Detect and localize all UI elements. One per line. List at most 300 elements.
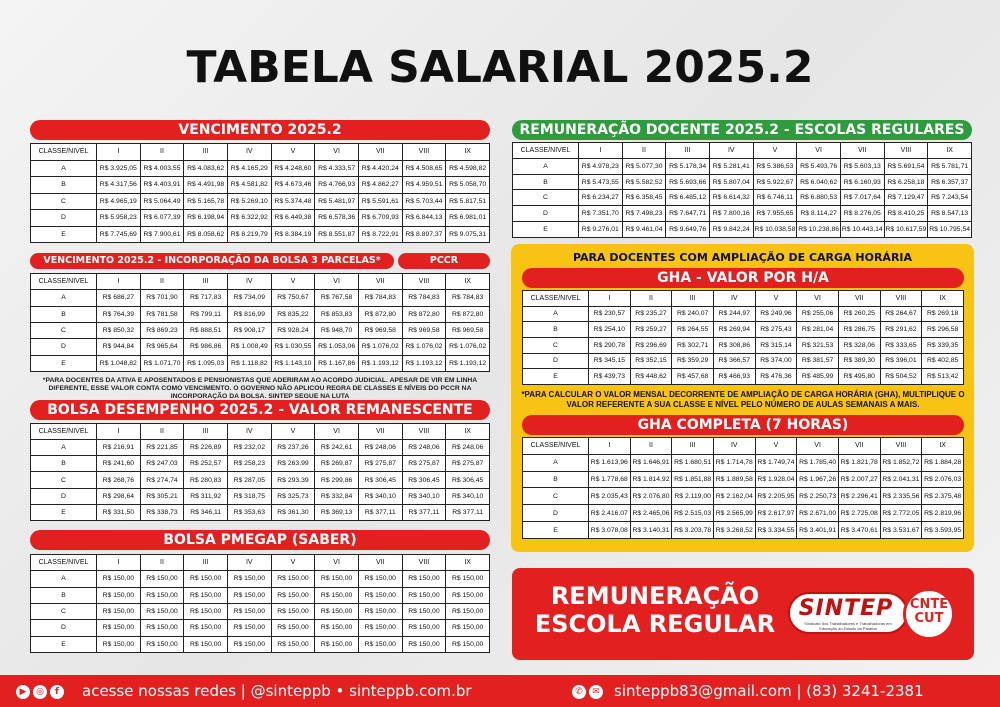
table-header-row <box>31 274 490 290</box>
table-cell: R$ 495,80 <box>838 369 880 385</box>
row-classe: D <box>31 488 97 504</box>
table-cell: R$ 150,00 <box>227 603 271 619</box>
row-classe: B <box>523 471 589 488</box>
table-row <box>31 177 490 194</box>
table-row <box>513 158 972 174</box>
table-cell: R$ 3.593,95 <box>922 522 964 539</box>
table-cell: R$ 2.617,97 <box>755 505 797 522</box>
table-cell: R$ 969,58 <box>446 322 490 338</box>
table-cell: R$ 150,00 <box>140 587 184 603</box>
table-cell: R$ 150,00 <box>402 620 446 636</box>
table-cell: R$ 150,00 <box>358 620 402 636</box>
table-cell: R$ 377,11 <box>358 504 402 520</box>
table-cell: R$ 216,91 <box>97 440 141 456</box>
table-cell: R$ 244,97 <box>713 306 755 322</box>
table-cell: R$ 3.334,55 <box>755 522 797 539</box>
header-nivel: II <box>630 291 672 307</box>
header-nivel: II <box>622 143 666 159</box>
facebook-icon[interactable]: f <box>50 685 64 699</box>
table-cell: R$ 308,86 <box>713 337 755 353</box>
table-row <box>523 488 964 505</box>
table-cell: R$ 275,87 <box>358 456 402 472</box>
table-cell: R$ 2.205,95 <box>755 488 797 505</box>
table-cell: R$ 781,58 <box>140 306 184 322</box>
table-cell: R$ 2.375,48 <box>922 488 964 505</box>
table-cell: R$ 269,94 <box>713 322 755 338</box>
table-cell: R$ 869,23 <box>140 322 184 338</box>
table-cell: R$ 8.219,79 <box>227 226 271 243</box>
table-cell: R$ 150,00 <box>358 603 402 619</box>
row-classe: A <box>31 290 97 306</box>
table-cell: R$ 9.461,04 <box>622 222 666 238</box>
table-cell: R$ 315,14 <box>755 337 797 353</box>
youtube-icon[interactable]: ▶ <box>16 685 30 699</box>
header-classe-nivel: CLASSE/NIVEL <box>523 291 589 307</box>
table-cell: R$ 7.498,23 <box>622 206 666 222</box>
table-cell: R$ 1.884,28 <box>922 454 964 471</box>
table-cell: R$ 1.778,68 <box>589 471 631 488</box>
table-cell: R$ 248,06 <box>446 440 490 456</box>
table-cell: R$ 150,00 <box>271 571 315 587</box>
table-cell: R$ 717,83 <box>184 290 228 306</box>
row-classe: E <box>31 355 97 371</box>
header-nivel: VIII <box>402 274 446 290</box>
table-header-row <box>31 555 490 571</box>
table-cell: R$ 1.193,12 <box>446 355 490 371</box>
row-classe: C <box>31 472 97 488</box>
header-nivel: V <box>755 438 797 455</box>
table-cell: R$ 9.276,01 <box>579 222 623 238</box>
table-cell: R$ 5.481,97 <box>315 193 359 210</box>
table-row <box>31 193 490 210</box>
table-cell: R$ 948,70 <box>315 322 359 338</box>
incorporacao-note: *PARA DOCENTES DA ATIVA E APOSENTADOS E PENSIONISTAS QUE ADERIRAM AO ACORDO JUDICIAL. APESAR DE VIR EM LINHA DIFERENTE, ESSE VALOR CONTA COMO VENCIMENTO. O GOVERNO NÃO APLICOU REGRA DE CLASSES E NÍVEIS DO PCCR NA INCORPORAÇÃO DA BOLSA. SINTEP SEGUE NA LUTA <box>42 377 478 400</box>
row-classe: D <box>31 339 97 355</box>
table-cell: R$ 280,83 <box>184 472 228 488</box>
table-cell: R$ 764,39 <box>97 306 141 322</box>
table-cell: R$ 340,10 <box>402 488 446 504</box>
table-cell: R$ 345,15 <box>589 353 631 369</box>
vencimento-title: VENCIMENTO 2025.2 <box>30 120 490 140</box>
table-row <box>31 322 490 338</box>
header-nivel: VI <box>315 555 359 571</box>
table-cell: R$ 6.709,93 <box>358 210 402 227</box>
header-nivel: V <box>753 143 797 159</box>
table-cell: R$ 150,00 <box>271 603 315 619</box>
table-cell: R$ 5.374,48 <box>271 193 315 210</box>
table-cell: R$ 2.335,56 <box>880 488 922 505</box>
header-nivel: II <box>140 424 184 440</box>
header-nivel: VII <box>358 555 402 571</box>
header-nivel: IX <box>922 438 964 455</box>
table-cell: R$ 150,00 <box>315 620 359 636</box>
table-cell: R$ 7.900,61 <box>140 226 184 243</box>
header-nivel: VI <box>315 424 359 440</box>
header-classe-nivel: CLASSE/NIVEL <box>523 438 589 455</box>
table-cell: R$ 1.814,92 <box>630 471 672 488</box>
row-classe: D <box>523 505 589 522</box>
table-cell: R$ 150,00 <box>97 603 141 619</box>
footer <box>0 675 1000 707</box>
table-cell: R$ 290,78 <box>589 337 631 353</box>
table-row <box>523 522 964 539</box>
table-cell: R$ 7.351,70 <box>579 206 623 222</box>
table-cell: R$ 6.322,92 <box>227 210 271 227</box>
table-cell: R$ 7.129,47 <box>884 190 928 206</box>
table-row <box>31 504 490 520</box>
row-classe: C <box>513 190 579 206</box>
table-cell: R$ 5.958,23 <box>97 210 141 227</box>
table-cell: R$ 150,00 <box>140 636 184 652</box>
table-cell: R$ 150,00 <box>184 603 228 619</box>
table-cell: R$ 7.647,71 <box>666 206 710 222</box>
table-cell: R$ 853,83 <box>315 306 359 322</box>
header-nivel: II <box>140 555 184 571</box>
table-cell: R$ 1.053,06 <box>315 339 359 355</box>
table-cell: R$ 7.800,16 <box>709 206 753 222</box>
table-cell: R$ 965,64 <box>140 339 184 355</box>
pmegap-title: BOLSA PMEGAP (SABER) <box>30 530 490 550</box>
header-nivel: IV <box>713 291 755 307</box>
header-nivel: V <box>755 291 797 307</box>
pccr-badge: PCCR <box>398 253 490 269</box>
table-cell: R$ 248,06 <box>402 440 446 456</box>
header-nivel: VII <box>840 143 884 159</box>
table-cell: R$ 226,89 <box>184 440 228 456</box>
table-cell: R$ 275,87 <box>446 456 490 472</box>
table-cell: R$ 299,86 <box>315 472 359 488</box>
table-row <box>31 339 490 355</box>
table-cell: R$ 258,23 <box>227 456 271 472</box>
table-cell: R$ 150,00 <box>140 620 184 636</box>
table-row <box>523 454 964 471</box>
table-cell: R$ 264,67 <box>880 306 922 322</box>
remuneracao-title: REMUNERAÇÃO DOCENTE 2025.2 - ESCOLAS REGULARES <box>512 120 972 140</box>
table-cell: R$ 346,11 <box>184 504 228 520</box>
table-cell: R$ 305,21 <box>140 488 184 504</box>
table-cell: R$ 686,27 <box>97 290 141 306</box>
table-cell: R$ 352,15 <box>630 353 672 369</box>
table-cell: R$ 6.198,94 <box>184 210 228 227</box>
table-row <box>31 587 490 603</box>
header-nivel: I <box>579 143 623 159</box>
header-nivel: I <box>97 144 141 161</box>
table-cell: R$ 1.967,26 <box>797 471 839 488</box>
row-classe: A <box>513 158 579 174</box>
row-classe: B <box>31 306 97 322</box>
table-cell: R$ 3.203,78 <box>672 522 714 539</box>
table-row <box>31 226 490 243</box>
table-cell: R$ 150,00 <box>271 587 315 603</box>
table-cell: R$ 150,00 <box>271 620 315 636</box>
header-nivel: VI <box>315 144 359 161</box>
footer-contact-text[interactable]: sinteppb83@gmail.com | (83) 3241-2381 <box>614 682 924 700</box>
row-classe: B <box>31 456 97 472</box>
table-cell: R$ 230,57 <box>589 306 631 322</box>
header-nivel: V <box>271 555 315 571</box>
table-cell: R$ 8.114,27 <box>797 206 841 222</box>
table-row <box>523 337 964 353</box>
incorporacao-table <box>30 273 490 372</box>
table-cell: R$ 306,45 <box>358 472 402 488</box>
table-cell: R$ 5.165,78 <box>184 193 228 210</box>
table-cell: R$ 767,58 <box>315 290 359 306</box>
table-cell: R$ 150,00 <box>184 587 228 603</box>
table-cell: R$ 4.959,51 <box>402 177 446 194</box>
table-cell: R$ 366,57 <box>713 353 755 369</box>
table-cell: R$ 242,61 <box>315 440 359 456</box>
table-cell: R$ 2.041,31 <box>880 471 922 488</box>
table-cell: R$ 1.785,40 <box>797 454 839 471</box>
table-cell: R$ 381,57 <box>797 353 839 369</box>
cut-label: CUT <box>914 611 944 626</box>
table-cell: R$ 339,35 <box>922 337 964 353</box>
row-classe: E <box>523 522 589 539</box>
header-nivel: VII <box>358 424 402 440</box>
table-cell: R$ 1.821,78 <box>838 454 880 471</box>
table-cell: R$ 5.807,04 <box>709 174 753 190</box>
table-cell: R$ 150,00 <box>184 620 228 636</box>
table-cell: R$ 10.443,14 <box>840 222 884 238</box>
table-cell: R$ 3.140,31 <box>630 522 672 539</box>
table-cell: R$ 1.048,82 <box>97 355 141 371</box>
table-cell: R$ 150,00 <box>227 571 271 587</box>
table-row <box>523 353 964 369</box>
table-cell: R$ 4.333,57 <box>315 160 359 177</box>
table-cell: R$ 2.725,08 <box>838 505 880 522</box>
gha-title: GHA - VALOR POR H/A <box>522 268 964 288</box>
table-cell: R$ 252,57 <box>184 456 228 472</box>
table-cell: R$ 1.076,02 <box>402 339 446 355</box>
table-cell: R$ 9.842,24 <box>709 222 753 238</box>
table-cell: R$ 306,45 <box>446 472 490 488</box>
bolsa-desempenho-title: BOLSA DESEMPENHO 2025.2 - VALOR REMANESCENTE <box>30 400 490 420</box>
table-cell: R$ 3.925,05 <box>97 160 141 177</box>
header-nivel: IX <box>928 143 972 159</box>
header-nivel: I <box>589 438 631 455</box>
table-cell: R$ 150,00 <box>358 587 402 603</box>
header-nivel: III <box>184 144 228 161</box>
page-title: TABELA SALARIAL 2025.2 <box>186 42 814 93</box>
table-row <box>523 369 964 385</box>
table-cell: R$ 986,86 <box>184 339 228 355</box>
table-cell: R$ 5.781,71 <box>928 158 972 174</box>
banner-line2: ESCOLA REGULAR <box>534 610 776 638</box>
table-row <box>523 322 964 338</box>
gha-note: *PARA CALCULAR O VALOR MENSAL DECORRENTE DE AMPLIAÇÃO DE CARGA HORÁRIA (GHA), MULTIPLIQUE O VALOR REFERENTE A SUA CLASSE E NÍVEL PELO NÚMERO DE AULAS SEMANAIS A MAIS. <box>521 390 965 409</box>
table-cell: R$ 247,03 <box>140 456 184 472</box>
table-cell: R$ 3.470,61 <box>838 522 880 539</box>
row-classe: E <box>513 222 579 238</box>
pmegap-table <box>30 554 490 653</box>
table-cell: R$ 476,36 <box>755 369 797 385</box>
header-nivel: I <box>97 555 141 571</box>
header-nivel: III <box>672 438 714 455</box>
table-cell: R$ 4.491,98 <box>184 177 228 194</box>
table-cell: R$ 5.493,76 <box>797 158 841 174</box>
table-cell: R$ 150,00 <box>227 636 271 652</box>
table-cell: R$ 513,42 <box>922 369 964 385</box>
table-cell: R$ 150,00 <box>402 603 446 619</box>
table-cell: R$ 3.401,91 <box>797 522 839 539</box>
table-cell: R$ 232,02 <box>227 440 271 456</box>
table-cell: R$ 2.162,04 <box>713 488 755 505</box>
table-cell: R$ 1.852,72 <box>880 454 922 471</box>
table-cell: R$ 8.897,37 <box>402 226 446 243</box>
table-cell: R$ 2.819,96 <box>922 505 964 522</box>
table-cell: R$ 340,10 <box>446 488 490 504</box>
table-row <box>31 210 490 227</box>
table-cell: R$ 325,73 <box>271 488 315 504</box>
table-cell: R$ 150,00 <box>184 636 228 652</box>
header-classe-nivel: CLASSE/NIVEL <box>31 424 97 440</box>
table-cell: R$ 6.160,93 <box>840 174 884 190</box>
table-cell: R$ 5.473,55 <box>579 174 623 190</box>
table-cell: R$ 150,00 <box>227 620 271 636</box>
table-cell: R$ 359,29 <box>672 353 714 369</box>
table-row <box>31 488 490 504</box>
header-nivel: VIII <box>880 291 922 307</box>
table-cell: R$ 457,68 <box>672 369 714 385</box>
header-nivel: VII <box>358 274 402 290</box>
table-cell: R$ 318,75 <box>227 488 271 504</box>
header-nivel: VII <box>358 144 402 161</box>
table-cell: R$ 7.017,64 <box>840 190 884 206</box>
table-cell: R$ 4.978,23 <box>579 158 623 174</box>
instagram-icon[interactable]: ◎ <box>33 685 47 699</box>
header-nivel: VI <box>797 291 839 307</box>
table-cell: R$ 1.193,12 <box>358 355 402 371</box>
row-classe: E <box>523 369 589 385</box>
table-cell: R$ 6.746,11 <box>753 190 797 206</box>
table-row <box>513 222 972 238</box>
table-cell: R$ 402,85 <box>922 353 964 369</box>
table-cell: R$ 701,90 <box>140 290 184 306</box>
table-cell: R$ 2.565,99 <box>713 505 755 522</box>
table-cell: R$ 150,00 <box>446 603 490 619</box>
table-cell: R$ 4.165,29 <box>227 160 271 177</box>
row-classe: A <box>523 306 589 322</box>
table-cell: R$ 1.928,04 <box>755 471 797 488</box>
table-cell: R$ 2.119,00 <box>672 488 714 505</box>
header-nivel: VI <box>315 274 359 290</box>
table-cell: R$ 6.578,36 <box>315 210 359 227</box>
whatsapp-icon: ✆ <box>572 685 586 699</box>
footer-social-text[interactable]: acesse nossas redes | @sinteppb • sinteppb.com.br <box>82 682 472 700</box>
table-cell: R$ 7.745,69 <box>97 226 141 243</box>
table-cell: R$ 1.167,86 <box>315 355 359 371</box>
header-nivel: VII <box>838 438 880 455</box>
table-cell: R$ 10.238,86 <box>797 222 841 238</box>
table-cell: R$ 784,83 <box>358 290 402 306</box>
table-cell: R$ 248,06 <box>358 440 402 456</box>
header-nivel: IV <box>227 424 271 440</box>
table-cell: R$ 353,63 <box>227 504 271 520</box>
table-cell: R$ 6.077,39 <box>140 210 184 227</box>
row-classe: C <box>523 337 589 353</box>
table-cell: R$ 241,60 <box>97 456 141 472</box>
table-cell: R$ 6.981,01 <box>446 210 490 227</box>
table-cell: R$ 2.416,07 <box>589 505 631 522</box>
table-cell: R$ 4.508,65 <box>402 160 446 177</box>
table-cell: R$ 9.649,76 <box>666 222 710 238</box>
table-cell: R$ 340,10 <box>358 488 402 504</box>
table-cell: R$ 4.581,82 <box>227 177 271 194</box>
row-classe: D <box>513 206 579 222</box>
table-cell: R$ 3.268,52 <box>713 522 755 539</box>
header-nivel: VIII <box>402 555 446 571</box>
table-row <box>31 472 490 488</box>
table-cell: R$ 302,71 <box>672 337 714 353</box>
table-cell: R$ 269,87 <box>315 456 359 472</box>
table-row <box>523 505 964 522</box>
table-cell: R$ 150,00 <box>315 603 359 619</box>
row-classe: A <box>31 440 97 456</box>
table-cell: R$ 5.603,13 <box>840 158 884 174</box>
table-cell: R$ 5.064,49 <box>140 193 184 210</box>
header-nivel: III <box>184 555 228 571</box>
table-cell: R$ 150,00 <box>97 636 141 652</box>
ampliacao-title: PARA DOCENTES COM AMPLIAÇÃO DE CARGA HORÁRIA <box>572 251 913 264</box>
table-row <box>31 620 490 636</box>
table-cell: R$ 6.485,12 <box>666 190 710 206</box>
row-classe: D <box>31 210 97 227</box>
table-cell: R$ 291,62 <box>880 322 922 338</box>
table-row <box>513 174 972 190</box>
sintep-logo-text: SINTEP <box>798 596 894 621</box>
table-cell: R$ 306,45 <box>402 472 446 488</box>
table-cell: R$ 2.465,06 <box>630 505 672 522</box>
table-cell: R$ 281,04 <box>797 322 839 338</box>
table-cell: R$ 872,80 <box>446 306 490 322</box>
row-classe: C <box>31 322 97 338</box>
table-cell: R$ 2.076,80 <box>630 488 672 505</box>
table-cell: R$ 287,05 <box>227 472 271 488</box>
table-cell: R$ 150,00 <box>358 636 402 652</box>
table-cell: R$ 872,80 <box>402 306 446 322</box>
table-cell: R$ 255,06 <box>797 306 839 322</box>
table-cell: R$ 872,80 <box>358 306 402 322</box>
table-cell: R$ 150,00 <box>402 587 446 603</box>
cnte-label: CNTE <box>909 597 949 612</box>
table-cell: R$ 4.673,46 <box>271 177 315 194</box>
table-cell: R$ 5.582,52 <box>622 174 666 190</box>
table-cell: R$ 4.766,93 <box>315 177 359 194</box>
table-cell: R$ 1.118,82 <box>227 355 271 371</box>
table-cell: R$ 150,00 <box>97 587 141 603</box>
table-cell: R$ 8.384,19 <box>271 226 315 243</box>
table-cell: R$ 6.844,13 <box>402 210 446 227</box>
header-nivel: III <box>184 424 228 440</box>
table-cell: R$ 2.007,27 <box>838 471 880 488</box>
header-nivel: IV <box>709 143 753 159</box>
contact-icons <box>572 675 606 707</box>
table-cell: R$ 8.058,62 <box>184 226 228 243</box>
header-nivel: VIII <box>402 144 446 161</box>
table-cell: R$ 6.358,45 <box>622 190 666 206</box>
banner-text <box>530 582 780 638</box>
table-cell: R$ 8.722,91 <box>358 226 402 243</box>
table-row <box>31 355 490 371</box>
table-cell: R$ 1.095,03 <box>184 355 228 371</box>
table-cell: R$ 150,00 <box>446 636 490 652</box>
header-nivel: IV <box>713 438 755 455</box>
table-cell: R$ 150,00 <box>402 636 446 652</box>
table-cell: R$ 150,00 <box>140 603 184 619</box>
table-cell: R$ 293,39 <box>271 472 315 488</box>
header-nivel: III <box>666 143 710 159</box>
table-cell: R$ 1.749,74 <box>755 454 797 471</box>
